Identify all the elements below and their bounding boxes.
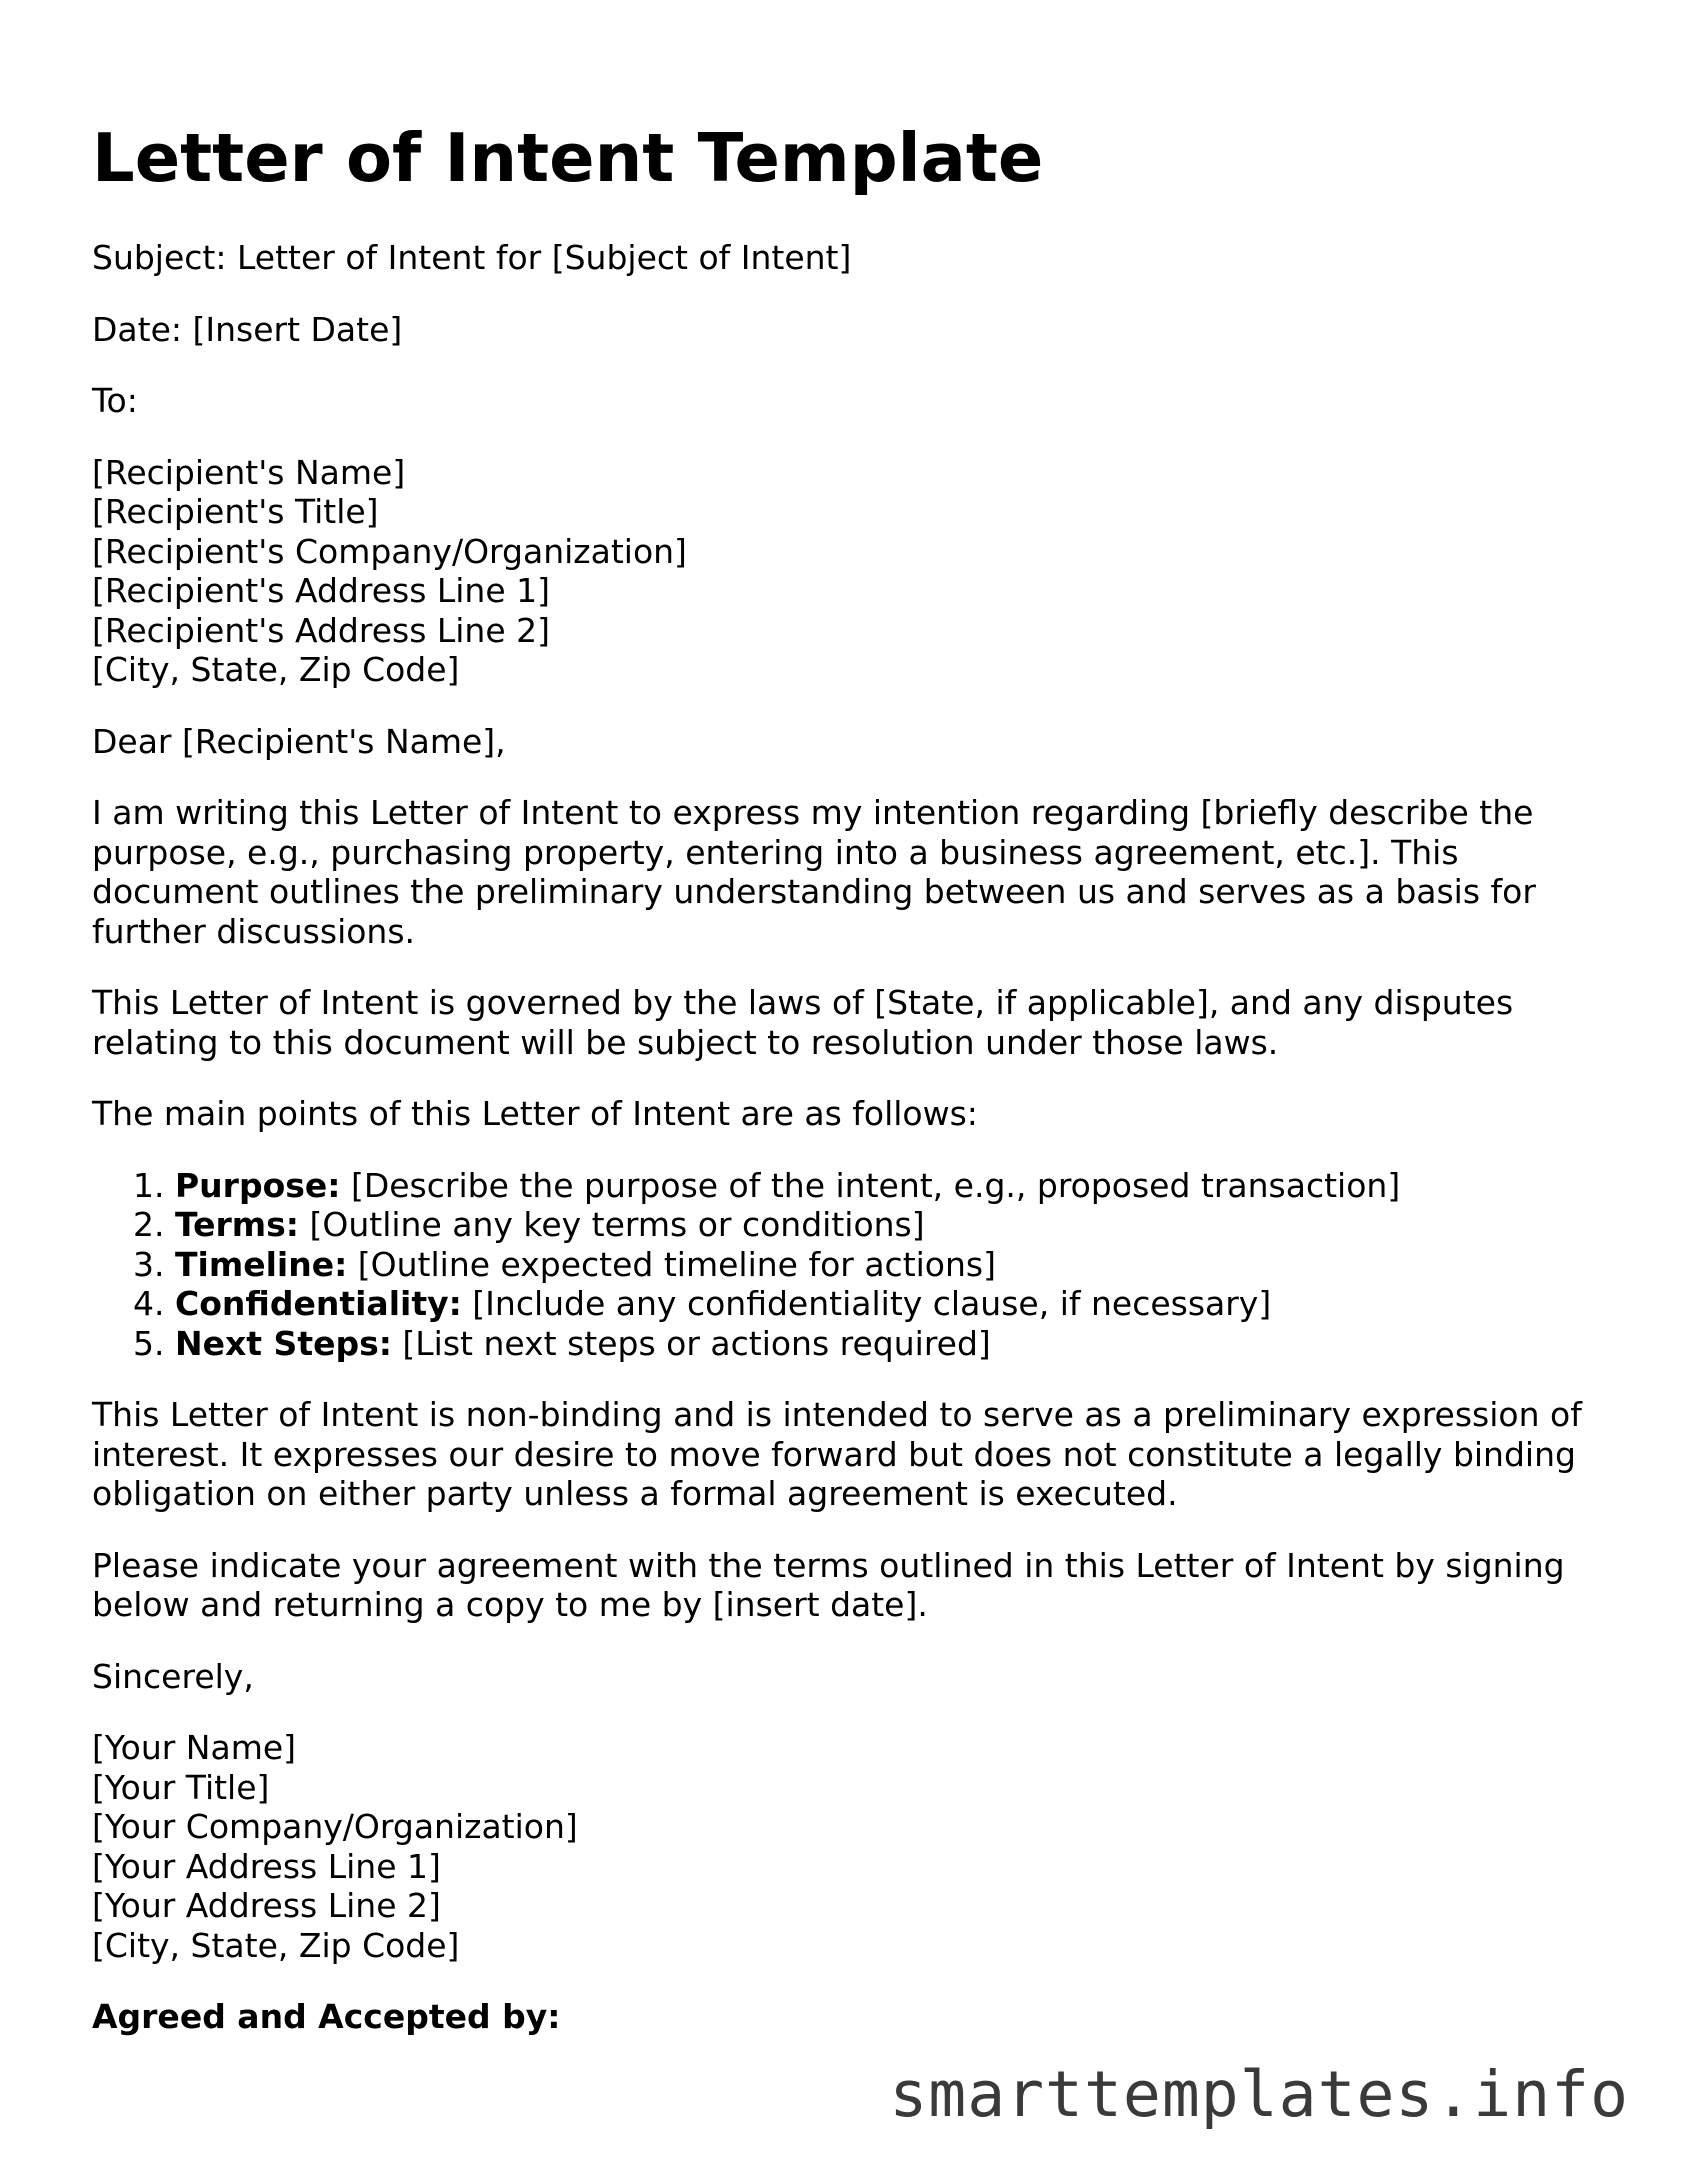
governing-law-paragraph: This Letter of Intent is governed by the laws of [State, if applicable], and any disputes relating to this document will be subject to resolution under those laws. [92,983,1514,1062]
sender-signature-block [92,1728,1592,1965]
point-text: [Describe the purpose of the intent, e.g., proposed transaction] [340,1165,1401,1205]
point-text: [Outline any key terms or conditions] [299,1205,925,1244]
agreement-request-paragraph: Please indicate your agreement with the terms outlined in this Letter of Intent by signing below and returning a copy to me by [insert date]. [92,1545,1565,1624]
recipient-address-block [92,453,1592,690]
recipient-address-line-1: [Recipient's Address Line 1] [92,571,551,610]
main-points-intro: The main points of this Letter of Intent are as follows: [92,1094,978,1133]
point-label: Next Steps: [175,1323,392,1363]
sender-name: [Your Name] [92,1728,297,1767]
list-item [175,1324,1592,1364]
sender-address-line-1: [Your Address Line 1] [92,1846,441,1886]
sender-title: [Your Title] [92,1767,270,1807]
point-text: [Include any confidentiality clause, if necessary] [461,1284,1272,1323]
recipient-title: [Recipient's Title] [92,492,379,531]
list-item [175,1245,1592,1285]
salutation: Dear [Recipient's Name], [92,721,506,761]
subject-line: Subject: Letter of Intent for [Subject of Intent] [92,238,852,277]
watermark: smarttemplates.info [889,2058,1629,2131]
non-binding-paragraph: This Letter of Intent is non-binding and is intended to serve as a preliminary expression of interest. It expresses our desire to move forward but does not constitute a legally binding obligation on either party unless a formal agreement is executed. [92,1395,1582,1513]
intro-paragraph: I am writing this Letter of Intent to express my intention regarding [briefly describe the purpose, e.g., purchasing property, entering into a business agreement, etc.]. This document outlines the preliminary understanding between us and serves as a basis for further discussions. [92,793,1536,951]
recipient-company: [Recipient's Company/Organization] [92,531,687,571]
point-text: [List next steps or actions required] [391,1323,991,1363]
recipient-address-line-2: [Recipient's Address Line 2] [92,610,551,650]
recipient-city-state-zip: [City, State, Zip Code] [92,650,460,689]
sender-company: [Your Company/Organization] [92,1807,578,1846]
letter-document [92,118,1592,2069]
point-text: [Outline expected timeline for actions] [347,1244,996,1284]
sender-address-line-2: [Your Address Line 2] [92,1886,441,1925]
main-points-list [92,1166,1592,1364]
page-title: Letter of Intent Template [92,119,1044,197]
list-item [175,1166,1592,1206]
point-label: Timeline: [175,1244,348,1284]
point-label: Confidentiality: [175,1284,462,1323]
list-item [175,1284,1592,1324]
sender-city-state-zip: [City, State, Zip Code] [92,1925,460,1965]
recipient-name: [Recipient's Name] [92,452,406,492]
agreed-accepted-label: Agreed and Accepted by: [92,1997,561,2036]
point-label: Purpose: [175,1165,341,1205]
closing: Sincerely, [92,1656,254,1696]
point-label: Terms: [175,1205,300,1244]
list-item [175,1205,1592,1245]
date-line: Date: [Insert Date] [92,309,403,349]
to-label: To: [92,381,138,420]
